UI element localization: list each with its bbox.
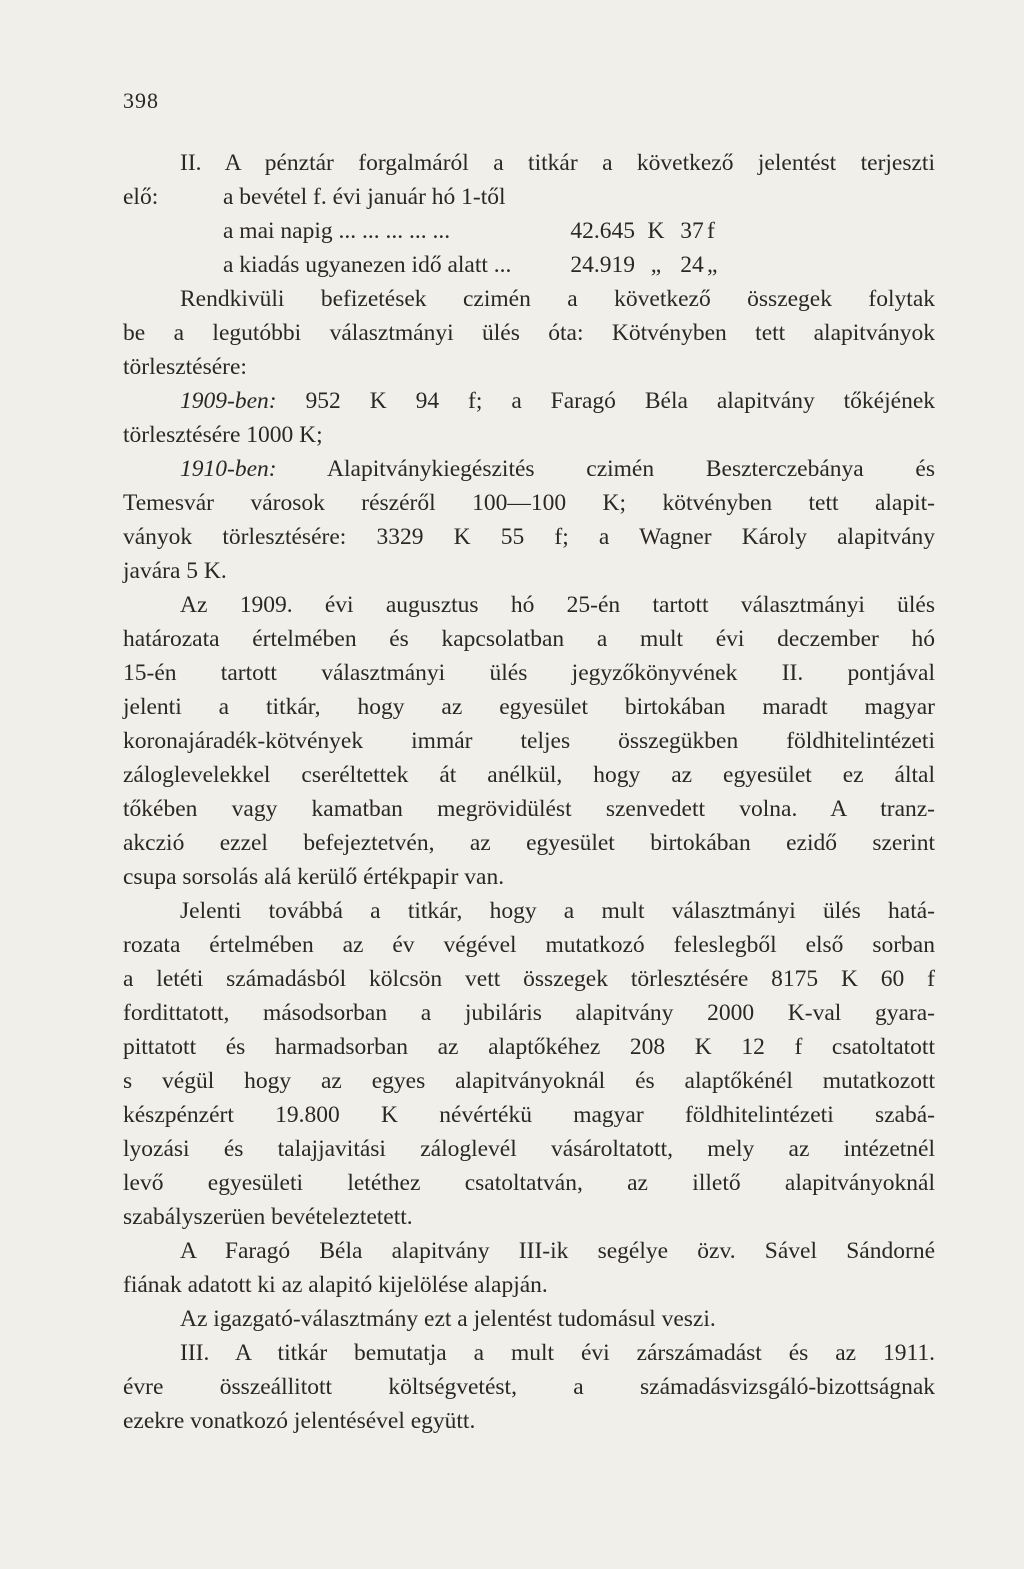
paragraph-line: s végül hogy az egyes alapitványoknál és alaptőkénél mutatkozott bbox=[123, 1068, 935, 1094]
paragraph-line: Az 1909. évi augusztus hó 25-én tartott választmányi ülés bbox=[180, 592, 935, 618]
income-leader: ... ... ... ... ... bbox=[338, 218, 451, 244]
income-row-1 bbox=[123, 180, 935, 214]
page-number: 398 bbox=[123, 88, 159, 113]
expense-label: a kiadás ugyanezen idő alatt ... bbox=[223, 252, 512, 278]
paragraph-line: A Faragó Béla alapitvány III-ik segélye özv. Sável Sándorné bbox=[180, 1238, 935, 1264]
paragraph-line: akczió ezzel befejeztetvén, az egyesület birtokában ezidő szerint bbox=[123, 830, 935, 856]
elo-label: elő: bbox=[123, 184, 159, 210]
paragraph-line: csupa sorsolás alá kerülő értékpapir van. bbox=[123, 864, 505, 890]
paragraph-line: fiának adatott ki az alapitó kijelölése alapján. bbox=[123, 1272, 548, 1298]
paragraph-line: ezekre vonatkozó jelentésével együtt. bbox=[123, 1408, 476, 1434]
income-f: f bbox=[707, 218, 715, 244]
section-3-heading: III. A titkár bemutatja a mult évi zárszámadást és az 1911. bbox=[180, 1340, 935, 1366]
year-1910-label: 1910-ben: bbox=[180, 456, 277, 482]
paragraph-line: be a legutóbbi választmányi ülés óta: Kötvényben tett alapitványok bbox=[123, 320, 935, 346]
expense-amount: 24.919 bbox=[570, 252, 635, 278]
paragraph-line: szabályszerüen bevételeztetett. bbox=[123, 1204, 413, 1230]
paragraph-line: Rendkivüli befizetések czimén a következő összegek folytak bbox=[180, 286, 935, 312]
income-amount: 42.645 bbox=[570, 218, 635, 244]
income-f-num: 37 bbox=[680, 218, 704, 244]
income-label-1: a bevétel f. évi január hó 1-től bbox=[223, 184, 506, 210]
year-1909-label: 1909-ben: bbox=[180, 388, 277, 414]
paragraph-line: javára 5 K. bbox=[123, 558, 227, 584]
page-body bbox=[123, 146, 935, 1438]
paragraph-line: fordittatott, másodsorban a jubiláris alapitvány 2000 K-val gyara- bbox=[123, 1000, 935, 1026]
paragraph-line: pittatott és harmadsorban az alaptőkéhez 208 K 12 f csatoltatott bbox=[123, 1034, 935, 1060]
paragraph-line: ványok törlesztésére: 3329 K 55 f; a Wagner Károly alapitvány bbox=[123, 524, 935, 550]
paragraph-line: törlesztésére 1000 K; bbox=[123, 422, 323, 448]
expense-row bbox=[123, 248, 935, 282]
paragraph-line: jelenti a titkár, hogy az egyesület birtokában maradt magyar bbox=[123, 694, 935, 720]
expense-leader: ... bbox=[493, 252, 512, 278]
paragraph-line: határozata értelmében és kapcsolatban a mult évi deczember hó bbox=[123, 626, 935, 652]
paragraph-line: lyozási és talajjavitási záloglevél vásároltatott, mely az intézetnél bbox=[123, 1136, 935, 1162]
paragraph-line: záloglevelekkel cseréltettek át anélkül, hogy az egyesület ez által bbox=[123, 762, 935, 788]
paragraph-line: 1909-ben: 952 K 94 f; a Faragó Béla alapitvány tőkéjének bbox=[180, 388, 936, 414]
paragraph-line: tőkében vagy kamatban megrövidülést szenvedett volna. A tranz- bbox=[123, 796, 935, 822]
paragraph-line: levő egyesületi letéthez csatoltatván, az illető alapitványoknál bbox=[123, 1170, 935, 1196]
income-label-2: a mai napig ... ... ... ... ... bbox=[223, 218, 451, 244]
income-row-2 bbox=[123, 214, 935, 248]
income-k: K bbox=[647, 218, 665, 244]
paragraph-line: Temesvár városok részéről 100—100 K; kötvényben tett alapit- bbox=[123, 490, 935, 516]
paragraph-line: Az igazgató-választmány ezt a jelentést tudomásul veszi. bbox=[180, 1306, 716, 1332]
expense-k: „ bbox=[650, 252, 662, 278]
paragraph-line: évre összeállitott költségvetést, a számadásvizsgáló-bizottságnak bbox=[123, 1374, 935, 1400]
paragraph-line: a letéti számadásból kölcsön vett összegek törlesztésére 8175 K 60 f bbox=[123, 966, 935, 992]
paragraph-line: készpénzért 19.800 K névértékü magyar földhitelintézeti szabá- bbox=[123, 1102, 935, 1128]
expense-f: „ bbox=[707, 252, 718, 278]
paragraph-line: 15-én tartott választmányi ülés jegyzőkönyvének II. pontjával bbox=[123, 660, 935, 686]
paragraph-line: 1910-ben: Alapitványkiegészités czimén Beszterczebánya és bbox=[180, 456, 935, 482]
section-2-heading: II. A pénztár forgalmáról a titkár a következő jelentést terjeszti bbox=[180, 150, 935, 176]
paragraph-line: törlesztésére: bbox=[123, 354, 247, 380]
paragraph-line: koronajáradék-kötvények immár teljes összegükben földhitelintézeti bbox=[123, 728, 935, 754]
paragraph-line: rozata értelmében az év végével mutatkozó feleslegből első sorban bbox=[123, 932, 935, 958]
paragraph-line: Jelenti továbbá a titkár, hogy a mult választmányi ülés hatá- bbox=[180, 898, 935, 924]
expense-f-num: 24 bbox=[680, 252, 704, 278]
